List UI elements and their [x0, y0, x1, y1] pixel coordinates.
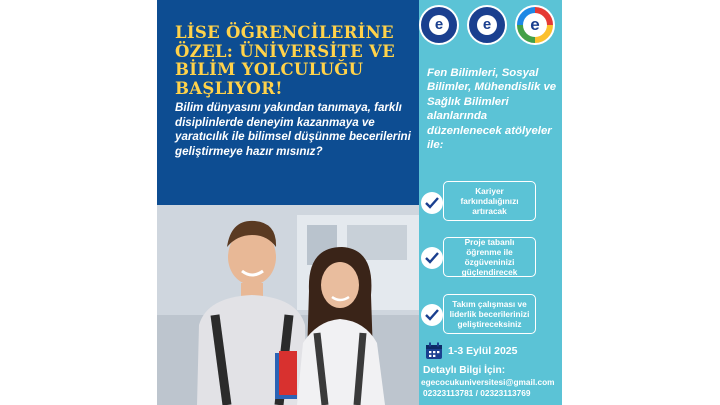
contact-email[interactable]: egecocukuniversitesi@gmail.com	[421, 377, 555, 387]
logo-letter: e	[429, 15, 449, 35]
event-date: 1-3 Eylül 2025	[448, 345, 518, 357]
left-panel	[157, 0, 419, 405]
intro-text: Bilim dünyasını yakından tanımaya, farklı disiplinlerde deneyim kazanmaya ve yaratıcılık ile bilimsel düşünme becerilerini geliştirmeye hazır mısınız?	[175, 101, 411, 158]
calendar-icon	[425, 342, 443, 360]
students-illustration	[157, 205, 419, 405]
contact-title: Detaylı Bilgi İçin:	[423, 365, 506, 376]
workshops-intro: Fen Bilimleri, Sosyal Bilimler, Mühendislik ve Sağlık Bilimleri alanlarında düzenlenecek atölyeler ile:	[427, 67, 557, 152]
headline: LİSE ÖĞRENCİLERİNE ÖZEL: ÜNİVERSİTE VE BİLİM YOLCULUĞU BAŞLIYOR!	[175, 23, 396, 98]
check-icon	[421, 304, 443, 326]
benefit-box-2	[443, 237, 536, 277]
logo-letter: e	[523, 13, 547, 37]
benefit-box-3	[443, 294, 536, 334]
logo-letter: e	[477, 15, 497, 35]
check-icon	[421, 192, 443, 214]
ege-universitesi-logo-2	[467, 5, 507, 45]
ege-cocuk-universitesi-logo	[515, 5, 555, 45]
benefit-text: Kariyer farkındalığınızı artıracak	[460, 186, 519, 216]
check-icon	[421, 247, 443, 269]
benefit-box-1	[443, 181, 536, 221]
benefit-text: Proje tabanlı öğrenme ile özgüveninizi güçlendirecek	[461, 237, 518, 277]
students-photo	[157, 205, 419, 405]
benefit-text: Takım çalışması ve liderlik becerilerinizi geliştireceksiniz	[449, 299, 530, 329]
contact-phones: 02323113781 / 02323113769	[423, 388, 531, 398]
logo-row	[419, 2, 562, 52]
ege-universitesi-logo	[419, 5, 459, 45]
headline-panel	[157, 0, 419, 205]
